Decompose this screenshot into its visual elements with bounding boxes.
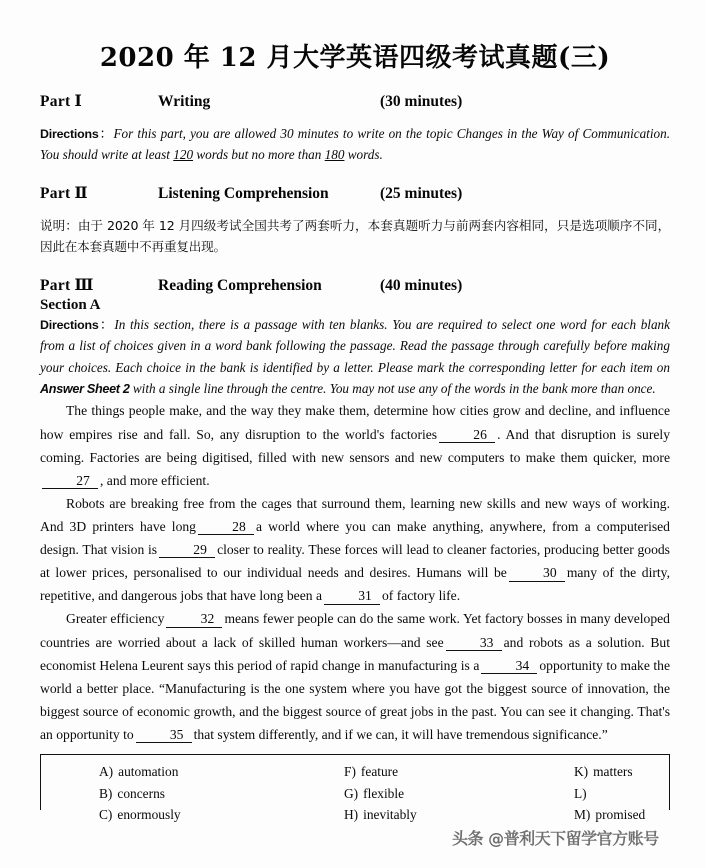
option-word-h: inevitably — [363, 806, 417, 822]
passage-text-3e: that system differently, and if we can, it will have tremendous significance.” — [193, 727, 608, 742]
part-heading-listening — [40, 183, 670, 203]
directions-text-1a: For this part, you are allowed 30 minutes to write on the topic Changes in the Way of Communication. You should write at least — [40, 125, 670, 163]
option-word-m: promised — [595, 806, 646, 822]
option-word-c: enormously — [117, 806, 181, 822]
passage-text-3b: means fewer people can do the same work. Yet factory bosses in many developed countries are worried about a lack of skilled human workers—and see — [40, 611, 670, 650]
roman-numeral-1: Ⅰ — [74, 90, 83, 110]
option-letter-a: A) — [99, 764, 114, 780]
blank-27[interactable]: 27 — [42, 474, 98, 489]
word-bank-option-l[interactable] — [574, 784, 669, 803]
option-letter-b: B) — [99, 785, 113, 801]
part-heading-reading — [40, 275, 670, 295]
part-1-time: (30 minutes) — [380, 92, 463, 110]
directions-text-3a: In this section, there is a passage with ten blanks. You are required to select one word for each blank from a list of choices given in a word bank following the passage. Read the passage through carefully before making your choices. Each choice in the bank is identified by a letter. Please mark the corresponding letter for each item on — [40, 316, 670, 375]
option-word-k: matters — [593, 764, 633, 780]
part-3-label: Part Ⅲ — [40, 274, 94, 294]
blank-35[interactable]: 35 — [136, 728, 192, 743]
part-2-time: (25 minutes) — [380, 184, 463, 202]
passage-text-1a: The things people make, and the way they make them, determine how cities grow and decline, and influence how empires rise and fall. So, any disruption to the world's factories — [40, 403, 670, 442]
passage-paragraph-2 — [40, 492, 670, 608]
part-1-name: Writing — [158, 92, 211, 110]
blank-34[interactable]: 34 — [481, 659, 537, 674]
blank-30[interactable]: 30 — [509, 566, 565, 581]
directions-writing — [40, 123, 670, 166]
directions-text-1c: words. — [344, 147, 383, 163]
word-bank — [40, 754, 670, 822]
part-1-label: Part Ⅰ — [40, 90, 83, 110]
roman-numeral-3: Ⅲ — [74, 274, 94, 294]
directions-text-3b: with a single line through the centre. You may not use any of the words in the bank more than once. — [129, 381, 656, 397]
word-max: 180 — [324, 147, 345, 163]
directions-label-1: Directions — [40, 126, 99, 141]
listening-chinese-note: 说明：由于 2020 年 12 月四级考试全国共考了两套听力，本套真题听力与前两套内容相同，只是选项顺序不同，因此在本套真题中不再重复出现。 — [40, 217, 670, 255]
directions-label-3: Directions — [40, 317, 99, 332]
passage-text-2c: closer to reality. These forces will lead to cleaner factories, producing better goods at lower prices, personalised to our individual needs and desires. Humans will be — [40, 542, 670, 581]
word-bank-grid — [41, 762, 669, 824]
blank-26[interactable]: 26 — [439, 428, 495, 443]
option-word-a: automation — [118, 764, 179, 780]
word-bank-option-g[interactable] — [344, 784, 574, 803]
passage-paragraph-3 — [40, 607, 670, 746]
option-letter-m: M) — [574, 806, 591, 822]
part-heading-writing — [40, 91, 670, 111]
section-a-heading: Section A — [40, 296, 101, 313]
blank-29[interactable]: 29 — [159, 543, 215, 558]
passage-text-2d: many of the dirty, repetitive, and dangerous jobs that have long been a — [40, 565, 670, 604]
option-letter-g: G) — [344, 785, 359, 801]
passage-text-1b: . And that disruption is surely coming. Factories are being digitised, filled with new sensors and new computers to make them quicker, more — [40, 426, 670, 465]
directions-section-a — [40, 314, 670, 400]
passage-text-2b: a world where you can make anything, anywhere, from a computerised design. That vision is — [40, 519, 670, 558]
word-bank-option-a[interactable] — [99, 762, 344, 781]
directions-colon-1: ： — [98, 125, 114, 141]
passage-text-1c: , and more efficient. — [100, 472, 210, 488]
passage-text-3d: opportunity to make the world a better place. “Manufacturing is the one system where you have got the biggest source of innovation, the biggest source of economic growth, and the biggest source of great jobs in the past. You can see it changing. That's an opportunity to — [40, 657, 670, 742]
page-title: 2020 年 12 月大学英语四级考试真题(三) — [99, 43, 611, 73]
option-letter-f: F) — [344, 764, 356, 780]
directions-text-1b: words but no more than — [193, 147, 325, 163]
blank-33[interactable]: 33 — [446, 636, 502, 651]
option-word-f: feature — [360, 764, 399, 780]
passage-text-2a: Robots are breaking free from the cages that surround them, learning new skills and new ways of working. And 3D printers have long — [40, 495, 670, 535]
passage-text-3a: Greater efficiency — [66, 611, 165, 627]
passage-text-3c: and robots as a solution. But economist Helena Leurent says this period of rapid change in manufacturing is a — [40, 634, 670, 673]
option-letter-h: H) — [344, 806, 359, 822]
word-bank-option-f[interactable] — [344, 762, 574, 781]
roman-numeral-2: Ⅱ — [74, 182, 88, 202]
directions-colon-3: ： — [98, 316, 115, 332]
passage-paragraph-1 — [40, 399, 670, 491]
blank-31[interactable]: 31 — [324, 589, 380, 604]
option-letter-c: C) — [99, 806, 113, 822]
blank-28[interactable]: 28 — [198, 520, 254, 535]
option-letter-l: L) — [574, 785, 587, 801]
watermark: 头条 @普利天下留学官方账号 — [452, 829, 659, 848]
answer-sheet-reference: Answer Sheet 2 — [40, 382, 130, 397]
word-min: 120 — [173, 147, 194, 163]
word-bank-option-h[interactable] — [344, 805, 574, 824]
option-letter-k: K) — [574, 764, 589, 780]
word-bank-option-k[interactable] — [574, 762, 669, 781]
part-3-time: (40 minutes) — [380, 276, 463, 294]
part-3-name: Reading Comprehension — [158, 276, 322, 294]
option-word-b: concerns — [117, 785, 165, 801]
blank-32[interactable]: 32 — [166, 612, 222, 627]
part-2-name: Listening Comprehension — [158, 184, 329, 202]
part-2-label: Part Ⅱ — [40, 182, 88, 202]
word-bank-option-b[interactable] — [99, 784, 344, 803]
word-bank-option-c[interactable] — [99, 805, 344, 824]
word-bank-option-m[interactable] — [574, 805, 669, 824]
page-content — [40, 0, 670, 822]
option-word-g: flexible — [363, 785, 405, 801]
passage-text-2e: of factory life. — [381, 588, 461, 604]
